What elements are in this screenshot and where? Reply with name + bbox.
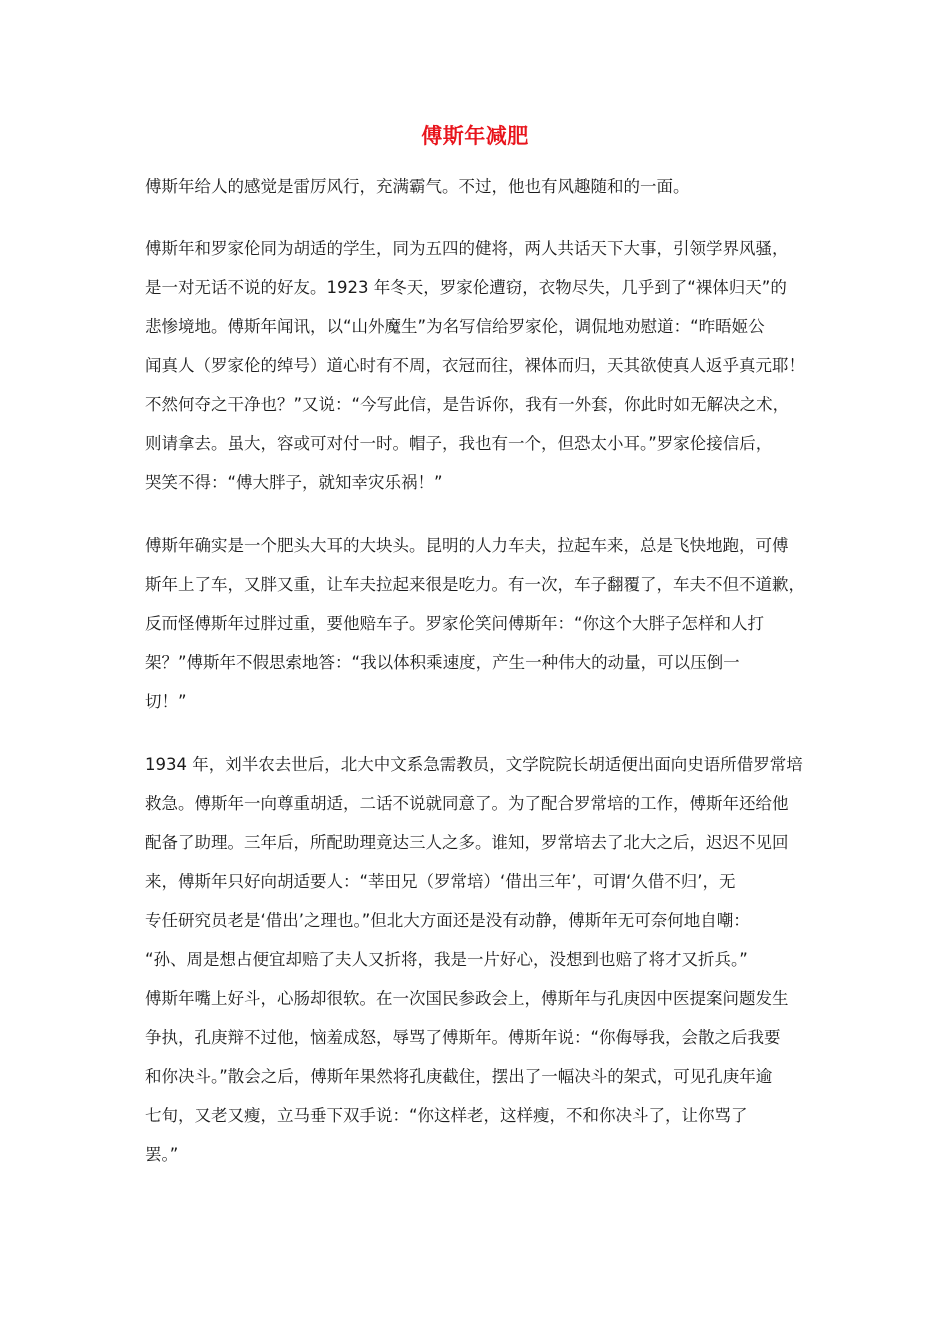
text-line: 1934 年，刘半农去世后，北大中文系急需教员，文学院院长胡适便出面向史语所借罗常培 [145, 755, 803, 774]
text-line: 和你决斗。”散会之后，傅斯年果然将孔庚截住，摆出了一幅决斗的架式，可见孔庚年逾 [145, 1067, 773, 1086]
text-line: 斯年上了车，又胖又重，让车夫拉起来很是吃力。有一次，车子翻覆了，车夫不但不道歉， [145, 575, 805, 594]
text-line: 争执，孔庚辩不过他，恼羞成怒，辱骂了傅斯年。傅斯年说：“你侮辱我，会散之后我要 [145, 1028, 781, 1047]
text-line: 傅斯年给人的感觉是雷厉风行，充满霸气。不过，他也有风趣随和的一面。 [145, 177, 690, 196]
text-line: 不然何夺之干净也？”又说：“今写此信，是告诉你，我有一外套，你此时如无解决之术， [145, 395, 790, 414]
text-line: 傅斯年和罗家伦同为胡适的学生，同为五四的健将，两人共话天下大事，引领学界风骚， [145, 239, 789, 258]
text-line: 罢。” [145, 1145, 179, 1164]
text-line: 则请拿去。虽大，容或可对付一时。帽子，我也有一个，但恐太小耳。”罗家伦接信后， [145, 434, 773, 453]
text-line: 七旬，又老又瘦，立马垂下双手说：“你这样老，这样瘦，不和你决斗了，让你骂了 [145, 1106, 748, 1125]
text-line: 专任研究员老是‘借出’之理也。”但北大方面还是没有动静，傅斯年无可奈何地自嘲： [145, 911, 750, 930]
text-line: 傅斯年确实是一个肥头大耳的大块头。昆明的人力车夫，拉起车来，总是飞快地跑，可傅 [145, 536, 789, 555]
text-line: 是一对无话不说的好友。1923 年冬天，罗家伦遭窃，衣物尽失，几乎到了“裸体归天”的 [145, 278, 787, 297]
text-line: 傅斯年嘴上好斗，心肠却很软。在一次国民参政会上，傅斯年与孔庚因中医提案问题发生 [145, 989, 789, 1008]
text-line: 哭笑不得：“傅大胖子，就知幸灾乐祸！” [145, 473, 443, 492]
text-line: “孙、周是想占便宜却赔了夫人又折将，我是一片好心，没想到也赔了将才又折兵。” [145, 950, 748, 969]
text-line: 架？”傅斯年不假思索地答：“我以体积乘速度，产生一种伟大的动量，可以压倒一 [145, 653, 740, 672]
text-line: 切！” [145, 692, 187, 711]
text-line: 闻真人（罗家伦的绰号）道心时有不周，衣冠而往，裸体而归，天其欲使真人返乎真元耶！ [145, 356, 805, 375]
text-line: 救急。傅斯年一向尊重胡适，二话不说就同意了。为了配合罗常培的工作，傅斯年还给他 [145, 794, 789, 813]
text-line: 来，傅斯年只好向胡适要人：“莘田兄（罗常培）‘借出三年’，可谓‘久借不归’，无 [145, 872, 736, 891]
article-title: 傅斯年减肥 [421, 124, 529, 148]
text-line: 反而怪傅斯年过胖过重，要他赔车子。罗家伦笑问傅斯年：“你这个大胖子怎样和人打 [145, 614, 765, 633]
text-line: 悲惨境地。傅斯年闻讯，以“山外魔生”为名写信给罗家伦，调侃地劝慰道：“昨晤姬公 [145, 317, 765, 336]
text-line: 配备了助理。三年后，所配助理竟达三人之多。谁知，罗常培去了北大之后，迟迟不见回 [145, 833, 789, 852]
